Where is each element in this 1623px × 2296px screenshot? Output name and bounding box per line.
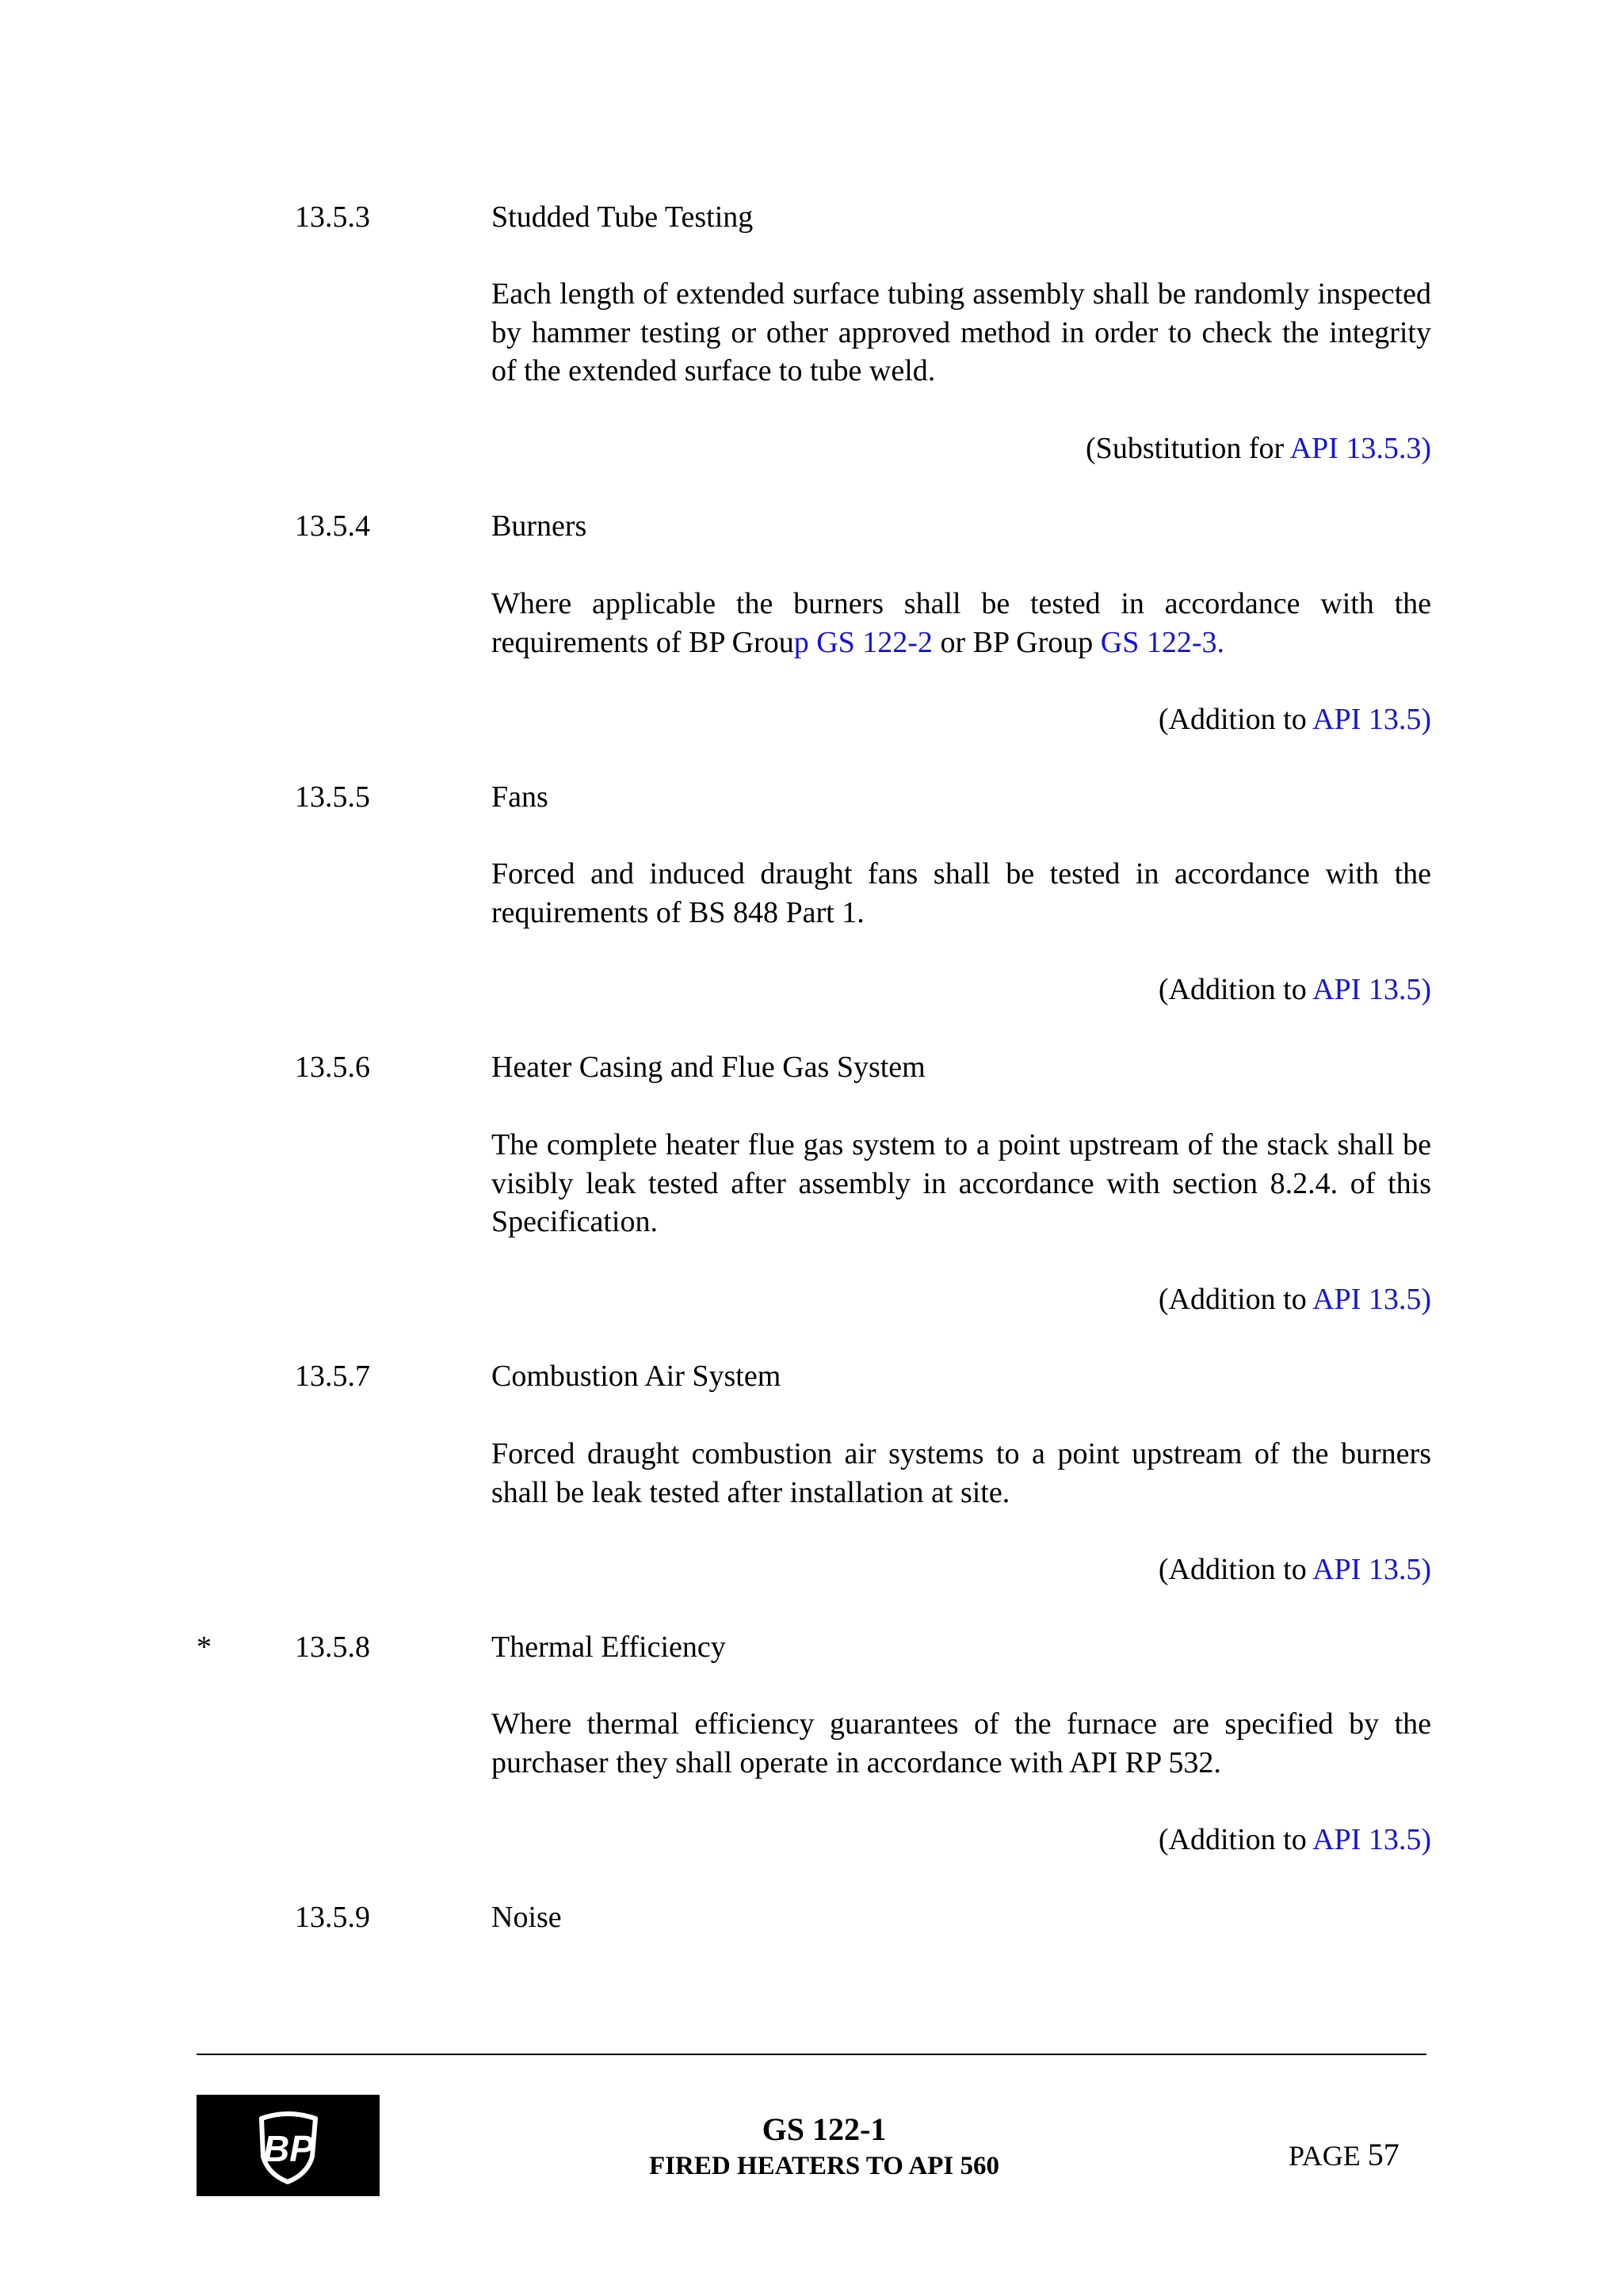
api-reference-link[interactable]: API 13.5) [1312,1823,1431,1856]
section-body: Each length of extended surface tubing assembly shall be randomly inspected by hammer testing or other approved method in order to check the integrity of the extended surface to tube weld. [491,277,1431,387]
section-number: 13.5.7 [295,1360,370,1393]
api-reference-link[interactable]: API 13.5) [1312,1283,1431,1316]
api-reference [1159,1550,1431,1589]
gs-122-2-link[interactable]: p GS 122-2 [793,625,933,659]
document-code: GS 122-1 [762,2111,887,2147]
section-number: 13.5.3 [295,200,370,234]
api-reference [1159,971,1431,1009]
section-number: 13.5.9 [295,1901,370,1934]
page-label: PAGE [1289,2140,1368,2172]
body-text: Where applicable the burners shall be tested in accordance with the requirements of BP Grou [491,587,1431,659]
section-heading: Burners [491,509,587,543]
api-reference-link[interactable]: API 13.5) [1312,1553,1431,1586]
footer-divider [197,2054,1426,2055]
section-body: The complete heater flue gas system to a point upstream of the stack shall be visibly leak tested after assembly in accordance with section 8.2.4. of this Specification. [491,1128,1431,1238]
section-number: 13.5.8 [295,1630,370,1664]
body-text: or BP Group [932,625,1101,659]
page-indicator [1289,2138,1400,2173]
section-number: 13.5.5 [295,780,370,814]
section-body: Forced draught combustion air systems to a point upstream of the burners shall be leak tested after installation at site. [491,1437,1431,1509]
api-reference-link[interactable]: API 13.5.3) [1289,432,1431,465]
reference-label: (Addition to [1158,1283,1313,1316]
reference-label: (Addition to [1158,973,1313,1006]
api-reference [1159,1821,1431,1859]
reference-label: (Addition to [1158,1553,1313,1586]
api-reference [1159,1280,1431,1318]
reference-label: (Addition to [1158,703,1313,736]
section-body: Forced and induced draught fans shall be tested in accordance with the requirements of BS 848 Part 1. [491,857,1431,929]
api-reference-link[interactable]: API 13.5) [1312,703,1431,736]
section-heading: Combustion Air System [491,1360,781,1393]
section-number: 13.5.4 [295,509,370,543]
reference-label: (Addition to [1158,1823,1313,1856]
reference-label: (Substitution for [1086,432,1290,465]
section-heading: Fans [491,780,548,814]
section-heading: Studded Tube Testing [491,200,754,234]
api-reference [1086,429,1431,467]
bp-logo [197,2095,380,2196]
section-body [491,585,1431,662]
document-title: FIRED HEATERS TO API 560 [649,2152,999,2180]
section-number: 13.5.6 [295,1051,370,1084]
bp-shield-icon [197,2095,380,2196]
gs-122-3-link[interactable]: GS 122-3. [1100,625,1224,659]
api-reference-link[interactable]: API 13.5) [1312,973,1431,1006]
api-reference [1159,700,1431,738]
section-heading: Thermal Efficiency [491,1630,726,1664]
page-number: 57 [1367,2137,1400,2172]
logo-text: BP [263,2128,314,2169]
section-heading: Heater Casing and Flue Gas System [491,1051,926,1084]
section-heading: Noise [491,1901,562,1934]
change-marker: * [197,1630,212,1664]
section-body: Where thermal efficiency guarantees of the furnace are specified by the purchaser they shall operate in accordance with API RP 532. [491,1707,1431,1779]
